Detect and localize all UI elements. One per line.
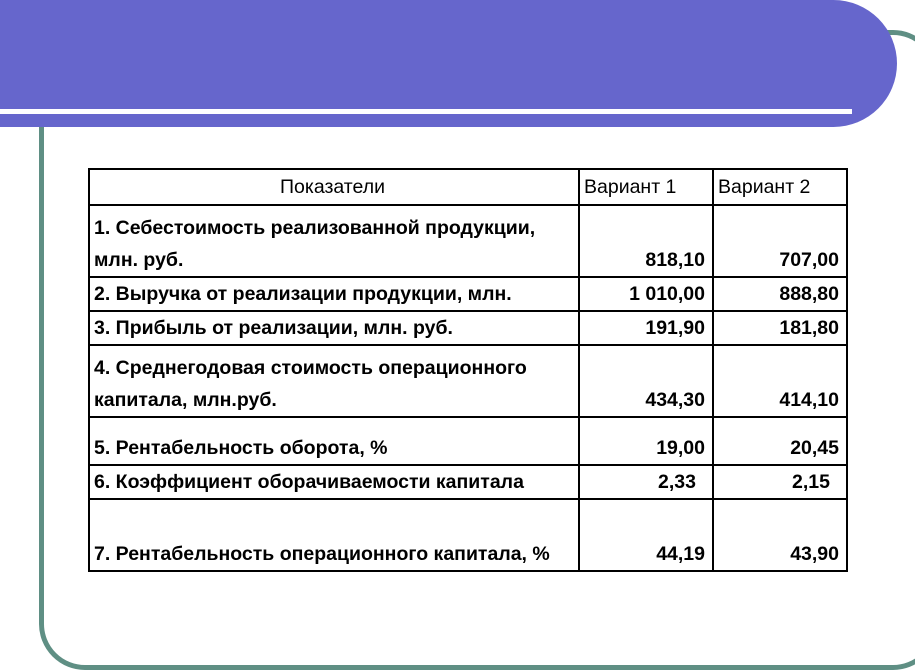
- row-value-v2: 414,10: [713, 345, 847, 417]
- table-row: [89, 311, 847, 345]
- table-header-row: [89, 169, 847, 205]
- row-value-v1: 818,10: [579, 205, 713, 277]
- row-label: 7. Рентабельность операционного капитала, %: [89, 499, 579, 571]
- row-value-v1: 1 010,00: [579, 277, 713, 311]
- title-banner: [0, 0, 897, 127]
- row-value-v2: 181,80: [713, 311, 847, 345]
- header-variant-1: Вариант 1: [579, 169, 713, 205]
- row-value-v1: 44,19: [579, 499, 713, 571]
- table-row: [89, 345, 847, 417]
- table-row: [89, 499, 847, 571]
- banner-divider: [0, 109, 852, 114]
- row-value-v1: 2,33: [579, 465, 713, 499]
- table-row: [89, 277, 847, 311]
- header-indicators: Показатели: [89, 169, 579, 205]
- row-value-v2: 43,90: [713, 499, 847, 571]
- row-label: 6. Коэффициент оборачиваемости капитала: [89, 465, 579, 499]
- row-value-v1: 191,90: [579, 311, 713, 345]
- row-label: 5. Рентабельность оборота, %: [89, 417, 579, 465]
- row-value-v2: 707,00: [713, 205, 847, 277]
- table-row: [89, 417, 847, 465]
- row-value-v2: 2,15: [713, 465, 847, 499]
- header-variant-2: Вариант 2: [713, 169, 847, 205]
- row-value-v1: 434,30: [579, 345, 713, 417]
- table-row: [89, 465, 847, 499]
- table-row: [89, 205, 847, 277]
- row-label: 4. Среднегодовая стоимость операционного капитала, млн.руб.: [89, 345, 579, 417]
- row-label: 1. Себестоимость реализованной продукции, млн. руб.: [89, 205, 579, 277]
- row-label: 2. Выручка от реализации продукции, млн.: [89, 277, 579, 311]
- row-value-v1: 19,00: [579, 417, 713, 465]
- indicators-table: [88, 168, 848, 572]
- row-value-v2: 20,45: [713, 417, 847, 465]
- row-label: 3. Прибыль от реализации, млн. руб.: [89, 311, 579, 345]
- row-value-v2: 888,80: [713, 277, 847, 311]
